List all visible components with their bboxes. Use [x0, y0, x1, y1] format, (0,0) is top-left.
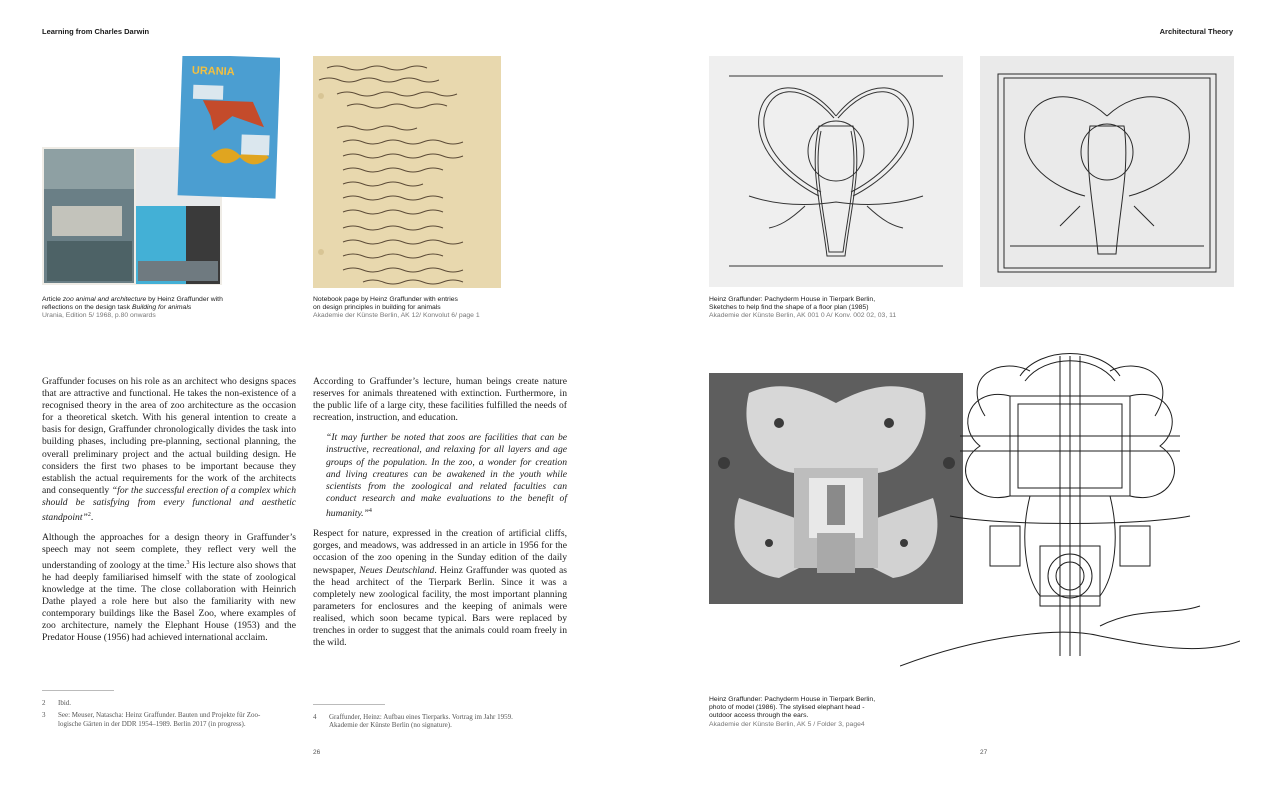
page-number-left: 26 — [313, 749, 321, 756]
footnotes-left: 2 Ibid. 3 See: Meuser, Natascha: Heinz Graffunder. Bauten und Projekte für Zoo- logische Gärten in der DDR 1954–1989. Berlin 2017 (in progress). — [42, 699, 261, 728]
caption-sketches: Heinz Graffunder: Pachyderm House in Tierpark Berlin, Sketches to help find the shape of a floor plan (1985) Akademie der Künste Berlin, AK 001 0 A/ Konv. 002 02, 03, 11 — [709, 296, 897, 320]
body-column-1 — [42, 376, 296, 652]
caption-magazine: Article zoo animal and architecture by Heinz Graffunder with reflections on the design task Building for animals Urania, Edition 5/ 1968, p.80 onwards — [42, 296, 223, 320]
magazine-article-image — [42, 56, 280, 285]
running-head-right: Architectural Theory — [1159, 27, 1233, 36]
page-number-right: 27 — [980, 749, 988, 756]
notebook-page-image — [313, 56, 501, 288]
elephant-sketch-1 — [709, 56, 963, 287]
magazine-title: URANIA — [191, 64, 235, 79]
body-column-2 — [313, 376, 567, 657]
footnote-rule-left — [42, 690, 114, 691]
block-quote: “It may further be noted that zoos are facilities that can be instructive, recreational, and relaxing for all layers and age groups of the population. In the zoo, a wonder for creation and living creatures can be awakened in the youth while scientists from the zoological and related faculties can conduct research and make evaluations to the benefit of humanity.”$^4$ — [326, 432, 567, 520]
floor-plan-sketch — [900, 336, 1240, 681]
caption-notebook: Notebook page by Heinz Graffunder with entries on design principles in building for animals Akademie der Künste Berlin, AK 12/ Konvolut 6/ page 1 — [313, 296, 480, 320]
elephant-sketch-2 — [980, 56, 1234, 287]
paragraph-1: Graffunder focuses on his role as an architect who designs spaces that are attractive and functional. He takes the non-existence of a recognised theory in the area of zoo architecture as the occasion for a theoretical sketch. With his general intention to create a basis for design, Graffunder chronologically divides the task into building phases, including pre-planning, sectional planning, the overall preliminary project and the actual building design. He considers the first two phases to be important because they establish the actual requirements for the work of the architects and consequently “for the successful erection of a complex which should be satisfying from every functional and aesthetic standpoint”$^2$. — [42, 376, 296, 524]
footnote-rule-right — [313, 704, 385, 705]
footnotes-right: 4 Graffunder, Heinz: Aufbau eines Tierparks. Vortrag im Jahr 1959. Akademie der Künste Berlin (no signature). — [313, 713, 513, 730]
caption-model: Heinz Graffunder: Pachyderm House in Tierpark Berlin, photo of model (1986). The stylised elephant head - outdoor access through the ears. Akademie der Künste Berlin, AK 5 / Folder 3, page4 — [709, 696, 876, 728]
paragraph-3: According to Graffunder’s lecture, human beings create nature reserves for animals threatened with extinction. Furthermore, in the public life of a large city, these facilities fulfilled the needs of recreation, instruction, and education. — [313, 376, 567, 424]
paragraph-2: Although the approaches for a design theory in Graffunder’s speech may not seem complete, they reflect very well the understanding of zoology at the time.$^3$ His lecture also shows that he had deeply familiarised himself with the state of zoological knowledge at the time. The close collaboration with Heinrich Dathe played a role here but also the familiarity with new contemporary buildings like the Basel Zoo, where examples of zoo architecture, namely the Elephant House (1953) and the Predator House (1956) had achieved international acclaim. — [42, 532, 296, 644]
running-head-left: Learning from Charles Darwin — [42, 27, 150, 36]
paragraph-4: Respect for nature, expressed in the creation of artificial cliffs, gorges, and meadows, was addressed in an article in 1956 for the occasion of the zoo opening in the Sunday edition of the daily newspaper, Neues Deutschland. Heinz Graffunder was quoted as the head architect of the Tierpark Berlin. Since it was a completely new zoological facility, the most important planning parameters for enclosures and the keeping of animals were realised, which soon became typical. Bars were replaced by trenches in order to suggest that the animals could roam freely in the wild. — [313, 528, 568, 649]
